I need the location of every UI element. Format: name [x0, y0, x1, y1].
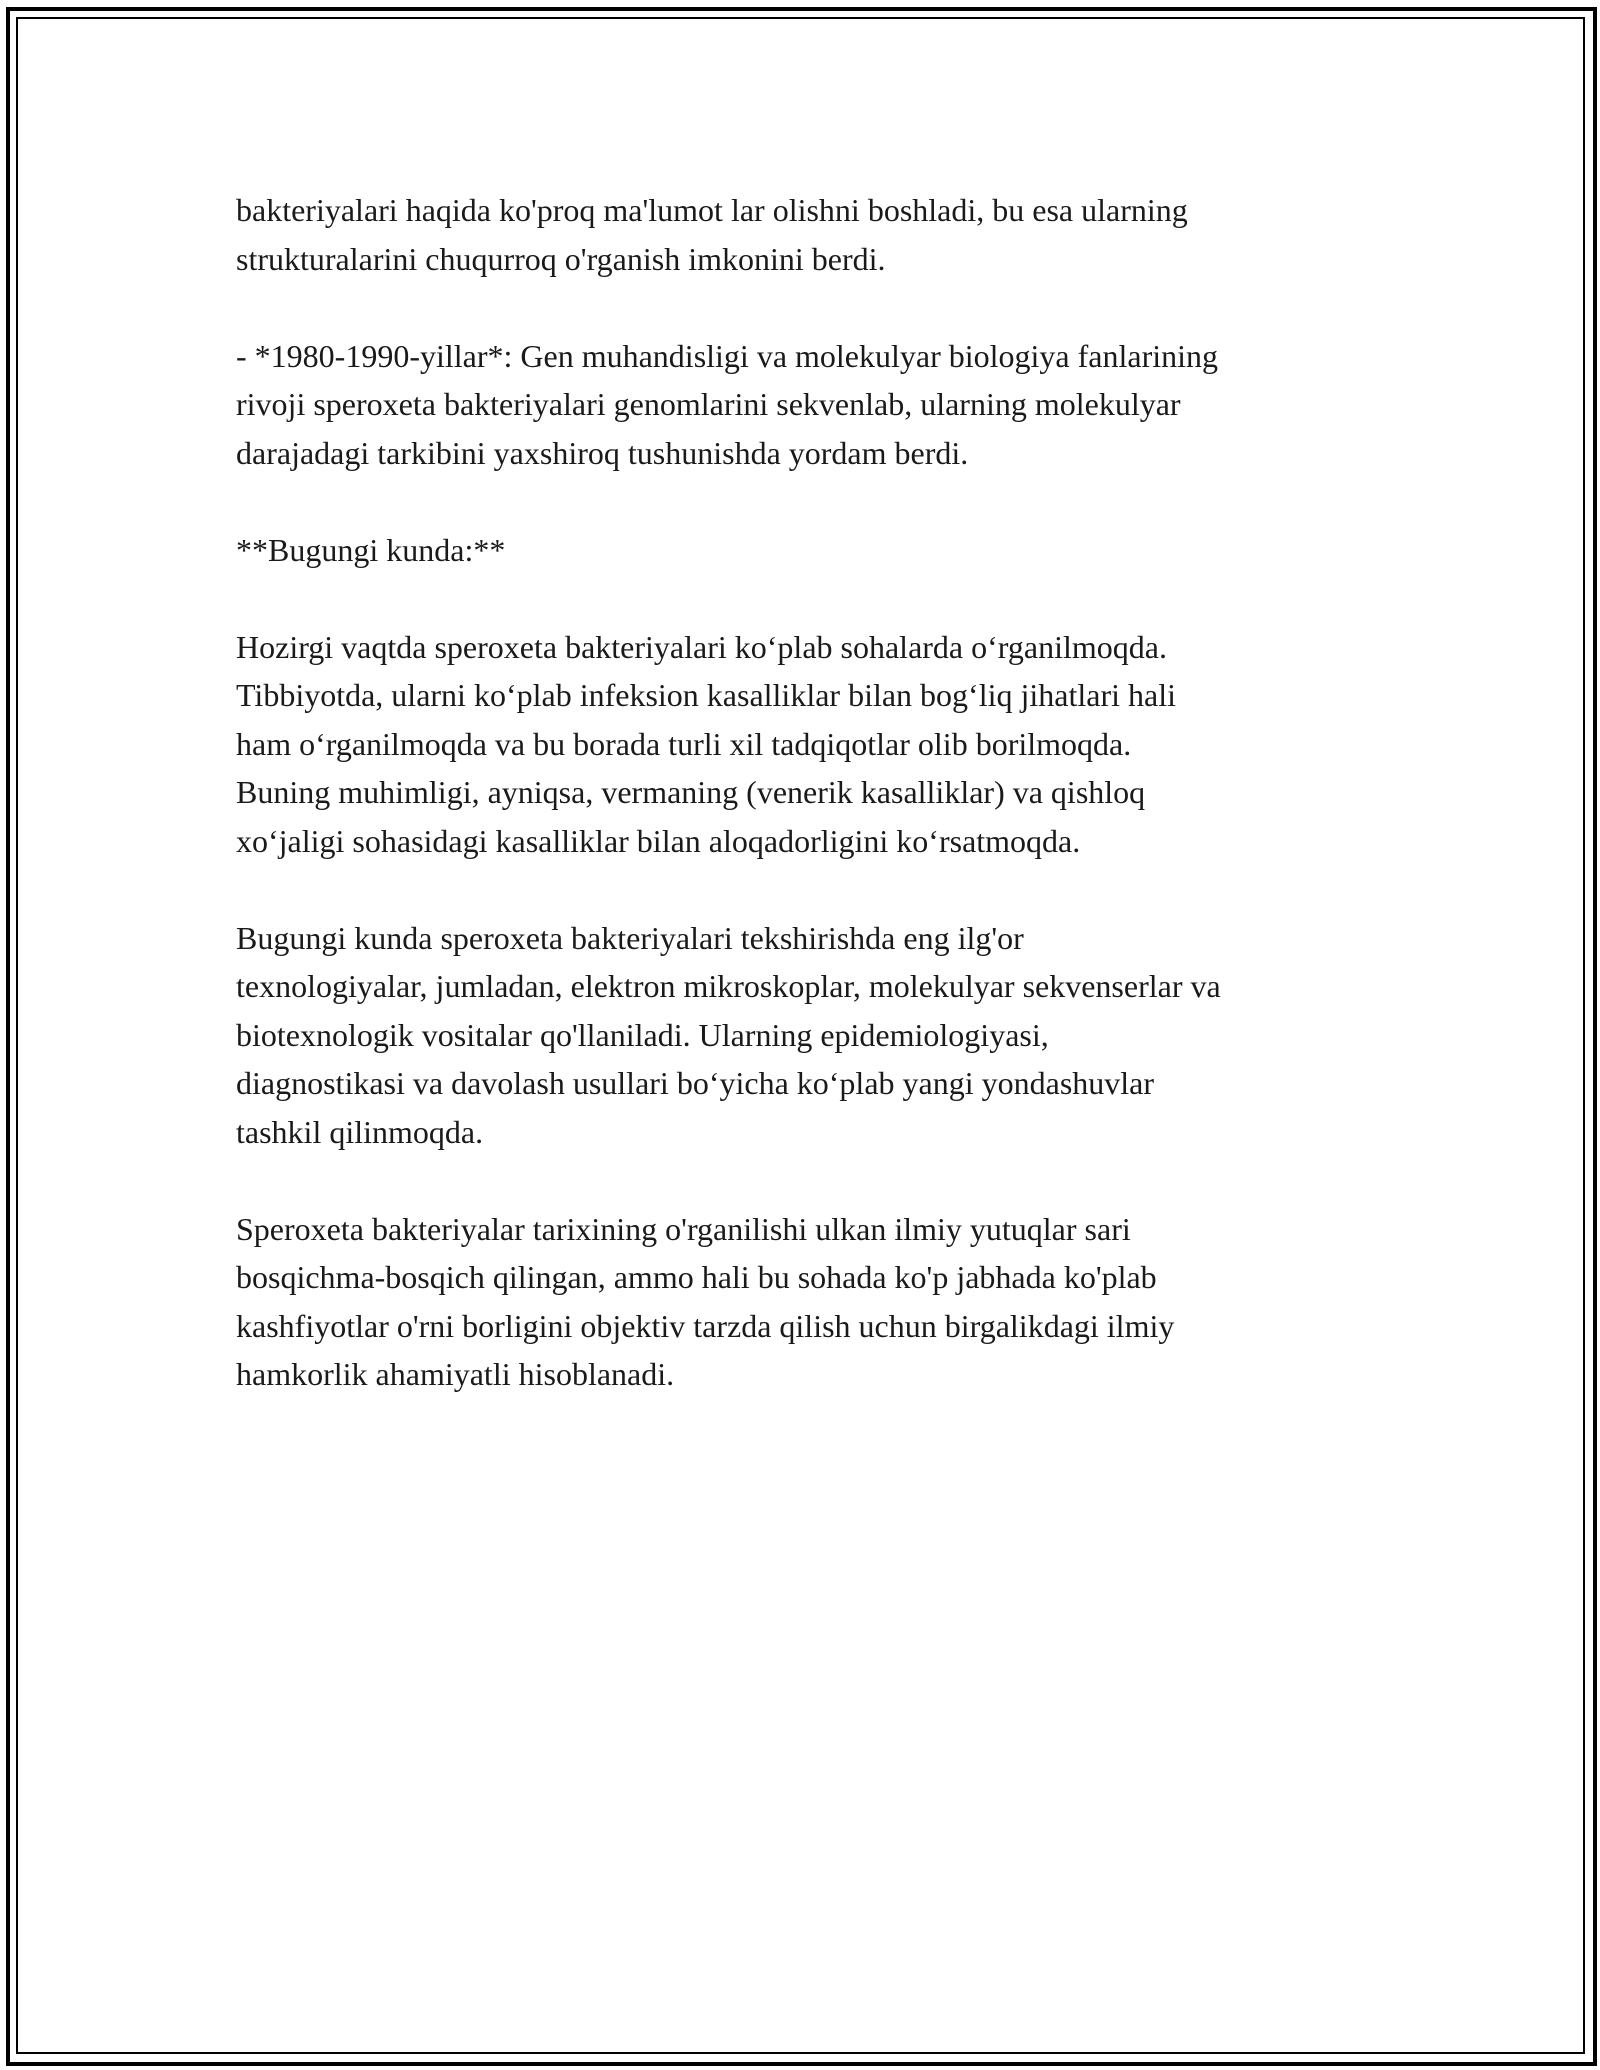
paragraph-spacer [236, 283, 1376, 332]
paragraph [236, 186, 1376, 283]
text-line: biotexnologik vositalar qo'llaniladi. Ularning epidemiologiyasi, [236, 1016, 1049, 1053]
text-line: - *1980-1990-yillar*: Gen muhandisligi va molekulyar biologiya fanlarining [236, 337, 1219, 374]
text-line: **Bugungi kunda:** [236, 531, 506, 568]
text-line: Bugungi kunda speroxeta bakteriyalari tekshirishda eng ilg'or [236, 919, 1024, 956]
text-line: ham o‘rganilmoqda va bu borada turli xil tadqiqotlar olib borilmoqda. [236, 725, 1132, 762]
section-heading [236, 526, 1376, 575]
paragraph-spacer [236, 477, 1376, 526]
paragraph [236, 623, 1376, 866]
paragraph [236, 914, 1376, 1157]
text-line: texnologiyalar, jumladan, elektron mikroskoplar, molekulyar sekvenserlar va [236, 968, 1221, 1004]
text-line: strukturalarini chuqurroq o'rganish imkonini berdi. [236, 240, 886, 277]
text-line: Speroxeta bakteriyalar tarixining o'rganilishi ulkan ilmiy yutuqlar sari [236, 1210, 1131, 1247]
paragraph-spacer [236, 574, 1376, 623]
paragraph-spacer [236, 865, 1376, 914]
text-line: kashfiyotlar o'rni borligini objektiv tarzda qilish uchun birgalikdagi ilmiy [236, 1307, 1175, 1344]
text-line: bosqichma-bosqich qilingan, ammo hali bu sohada ko'p jabhada ko'plab [236, 1259, 1157, 1295]
text-line: rivoji speroxeta bakteriyalari genomlarini sekvenlab, ularning molekulyar [236, 386, 1181, 422]
text-line: Buning muhimligi, ayniqsa, vermaning (venerik kasalliklar) va qishloq [236, 774, 1146, 810]
text-line: Tibbiyotda, ularni ko‘plab infeksion kasalliklar bilan bog‘liq jihatlari hali [236, 677, 1176, 713]
paragraph-spacer [236, 1156, 1376, 1205]
paragraph [236, 332, 1376, 478]
text-line: Hozirgi vaqtda speroxeta bakteriyalari ko‘plab sohalarda o‘rganilmoqda. [236, 628, 1167, 665]
text-line: diagnostikasi va davolash usullari bo‘yicha ko‘plab yangi yondashuvlar [236, 1065, 1155, 1101]
text-line: hamkorlik ahamiyatli hisoblanadi. [236, 1356, 675, 1392]
document-body [236, 186, 1376, 1399]
text-line: xo‘jaligi sohasidagi kasalliklar bilan aloqadorligini ko‘rsatmoqda. [236, 822, 1081, 859]
text-line: bakteriyalari haqida ko'proq ma'lumot lar olishni boshladi, bu esa ularning [236, 192, 1188, 228]
paragraph [236, 1205, 1376, 1399]
text-line: tashkil qilinmoqda. [236, 1113, 484, 1150]
text-line: darajadagi tarkibini yaxshiroq tushunishda yordam berdi. [236, 434, 969, 471]
